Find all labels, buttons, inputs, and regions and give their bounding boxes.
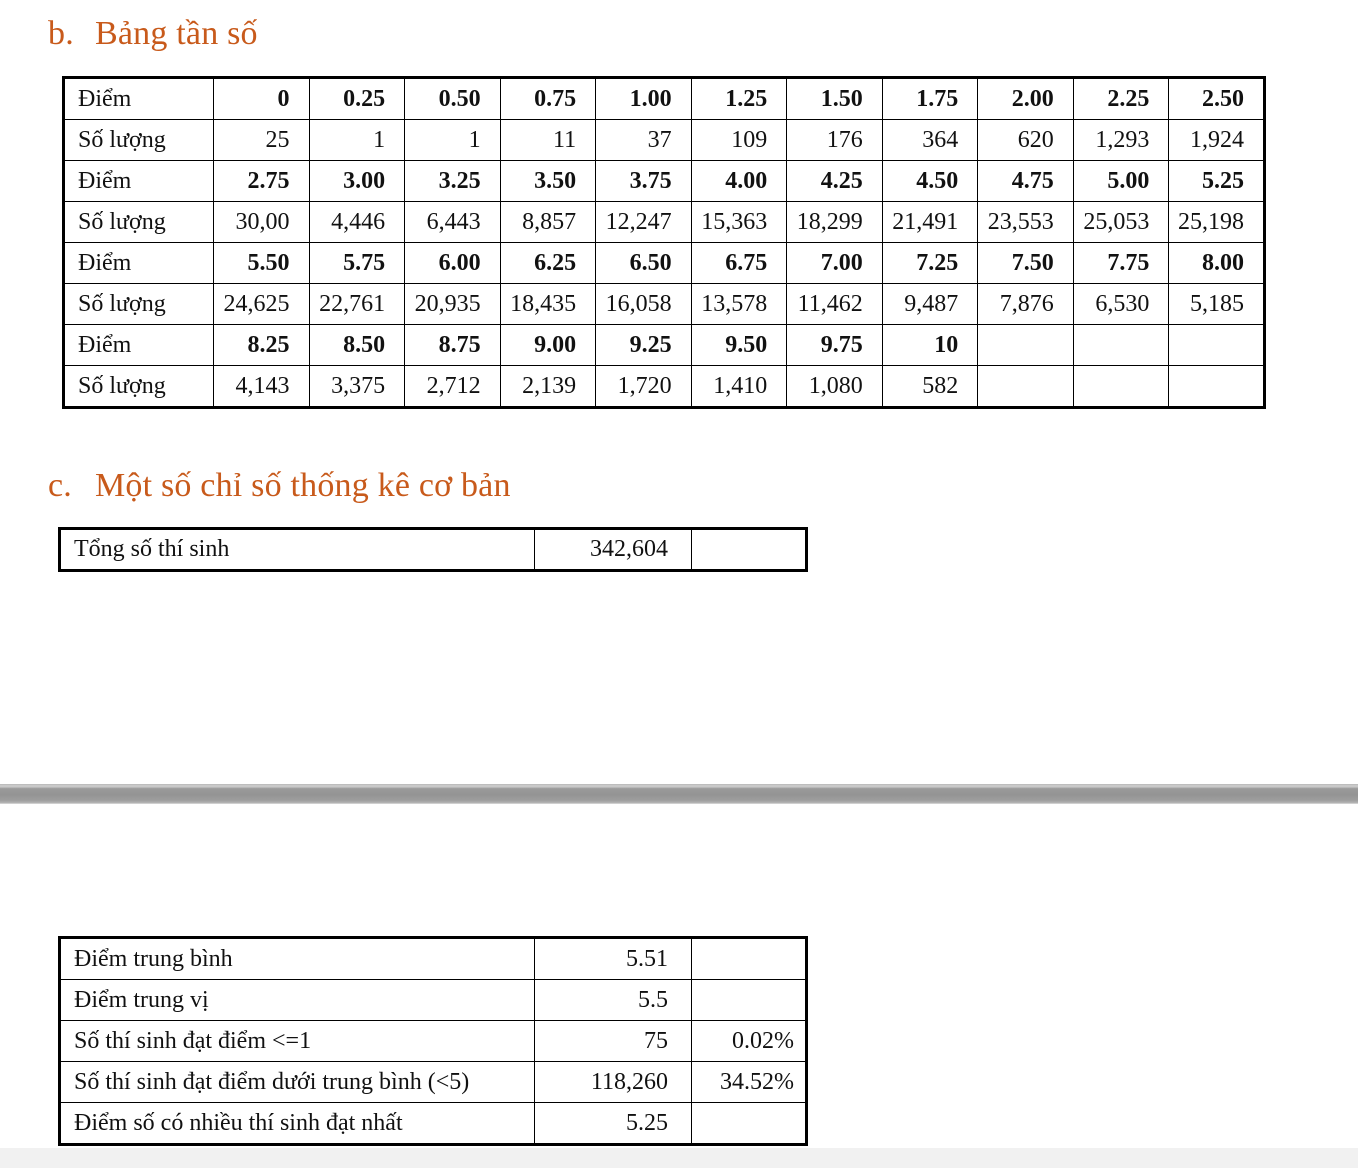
section-heading-c [48,466,511,505]
count-cell: 21,491 [882,202,978,243]
score-cell: 4.00 [691,161,787,202]
score-cell: 8.75 [405,325,501,366]
score-cell: 1.75 [882,78,978,120]
score-cell: 10 [882,325,978,366]
score-cell [978,325,1074,366]
count-cell: 1,720 [596,366,692,408]
count-cell: 1,924 [1169,120,1265,161]
score-cell: 5.50 [214,243,310,284]
score-cell: 7.75 [1073,243,1169,284]
count-cell: 1,410 [691,366,787,408]
stat-label: Điểm trung bình [60,938,535,980]
score-cell: 7.50 [978,243,1074,284]
score-cell: 0.75 [500,78,596,120]
score-cell: 0.50 [405,78,501,120]
count-cell: 23,553 [978,202,1074,243]
count-cell: 176 [787,120,883,161]
stat-percent [692,938,807,980]
count-cell: 20,935 [405,284,501,325]
count-row [64,366,1265,408]
count-cell: 6,530 [1073,284,1169,325]
stat-percent: 34.52% [692,1062,807,1103]
stat-value: 5.51 [535,938,692,980]
row-label: Số lượng [64,366,214,408]
count-cell: 620 [978,120,1074,161]
section-heading-b-marker: b. [48,15,74,52]
total-candidates-table-container [58,527,808,572]
row-label: Điểm [64,161,214,202]
score-cell: 4.50 [882,161,978,202]
score-cell: 6.50 [596,243,692,284]
count-cell: 11,462 [787,284,883,325]
stat-label: Điểm số có nhiều thí sinh đạt nhất [60,1103,535,1145]
score-cell: 3.75 [596,161,692,202]
row-label: Số lượng [64,284,214,325]
score-cell: 7.00 [787,243,883,284]
row-label: Điểm [64,325,214,366]
section-heading-b-text: Bảng tần số [95,15,258,52]
count-cell: 15,363 [691,202,787,243]
count-cell: 18,435 [500,284,596,325]
count-cell: 3,375 [309,366,405,408]
score-cell: 8.00 [1169,243,1265,284]
stat-label: Điểm trung vị [60,980,535,1021]
page-break-divider [0,784,1358,804]
score-cell: 4.25 [787,161,883,202]
score-cell: 2.75 [214,161,310,202]
count-cell: 25,198 [1169,202,1265,243]
score-cell: 9.25 [596,325,692,366]
count-cell: 2,139 [500,366,596,408]
count-cell: 364 [882,120,978,161]
score-cell: 1.50 [787,78,883,120]
score-cell: 8.25 [214,325,310,366]
score-cell: 4.75 [978,161,1074,202]
count-cell: 582 [882,366,978,408]
score-cell: 9.75 [787,325,883,366]
stat-value: 342,604 [535,529,692,571]
count-row [64,284,1265,325]
count-cell: 1 [309,120,405,161]
stat-row [60,1103,807,1145]
score-cell: 0 [214,78,310,120]
score-row [64,243,1265,284]
score-cell: 3.00 [309,161,405,202]
statistics-table-container [58,936,808,1146]
count-row [64,202,1265,243]
stat-label: Số thí sinh đạt điểm dưới trung bình (<5) [60,1062,535,1103]
count-cell: 1,080 [787,366,883,408]
score-cell: 3.50 [500,161,596,202]
score-cell: 5.25 [1169,161,1265,202]
stat-percent: 0.02% [692,1021,807,1062]
count-cell: 16,058 [596,284,692,325]
count-cell: 25 [214,120,310,161]
count-cell: 37 [596,120,692,161]
total-candidates-table [58,527,808,572]
stat-percent [692,980,807,1021]
stat-row [60,1021,807,1062]
count-cell: 30,00 [214,202,310,243]
section-heading-c-text: Một số chỉ số thống kê cơ bản [95,467,511,504]
score-cell: 6.00 [405,243,501,284]
count-cell: 12,247 [596,202,692,243]
count-cell: 7,876 [978,284,1074,325]
count-cell: 2,712 [405,366,501,408]
count-cell: 22,761 [309,284,405,325]
frequency-table [62,76,1266,409]
count-cell: 11 [500,120,596,161]
stat-percent [692,1103,807,1145]
stat-row [60,980,807,1021]
stat-percent [692,529,807,571]
row-label: Điểm [64,243,214,284]
count-cell [978,366,1074,408]
score-row [64,325,1265,366]
stat-label: Số thí sinh đạt điểm <=1 [60,1021,535,1062]
stat-row [60,529,807,571]
count-cell: 4,446 [309,202,405,243]
count-cell: 8,857 [500,202,596,243]
score-cell: 8.50 [309,325,405,366]
count-cell [1073,366,1169,408]
section-heading-b [48,14,258,53]
count-cell: 18,299 [787,202,883,243]
count-cell: 13,578 [691,284,787,325]
score-cell [1169,325,1265,366]
count-cell [1169,366,1265,408]
score-cell: 5.75 [309,243,405,284]
score-cell [1073,325,1169,366]
score-cell: 9.50 [691,325,787,366]
row-label: Số lượng [64,202,214,243]
score-cell: 5.00 [1073,161,1169,202]
count-cell: 1 [405,120,501,161]
score-cell: 0.25 [309,78,405,120]
stat-label: Tổng số thí sinh [60,529,535,571]
count-cell: 24,625 [214,284,310,325]
stat-value: 118,260 [535,1062,692,1103]
score-cell: 3.25 [405,161,501,202]
stat-row [60,938,807,980]
statistics-table [58,936,808,1146]
score-cell: 2.50 [1169,78,1265,120]
frequency-table-container [62,76,1266,409]
count-cell: 9,487 [882,284,978,325]
stat-value: 5.25 [535,1103,692,1145]
count-cell: 4,143 [214,366,310,408]
score-row [64,78,1265,120]
stat-row [60,1062,807,1103]
count-cell: 6,443 [405,202,501,243]
score-row [64,161,1265,202]
row-label: Điểm [64,78,214,120]
score-cell: 6.25 [500,243,596,284]
count-cell: 1,293 [1073,120,1169,161]
score-cell: 1.00 [596,78,692,120]
count-cell: 109 [691,120,787,161]
score-cell: 2.00 [978,78,1074,120]
count-cell: 5,185 [1169,284,1265,325]
score-cell: 1.25 [691,78,787,120]
score-cell: 6.75 [691,243,787,284]
count-cell: 25,053 [1073,202,1169,243]
row-label: Số lượng [64,120,214,161]
stat-value: 75 [535,1021,692,1062]
section-heading-c-marker: c. [48,467,72,504]
page-bottom-shading [0,1148,1358,1168]
score-cell: 7.25 [882,243,978,284]
count-row [64,120,1265,161]
stat-value: 5.5 [535,980,692,1021]
score-cell: 2.25 [1073,78,1169,120]
score-cell: 9.00 [500,325,596,366]
